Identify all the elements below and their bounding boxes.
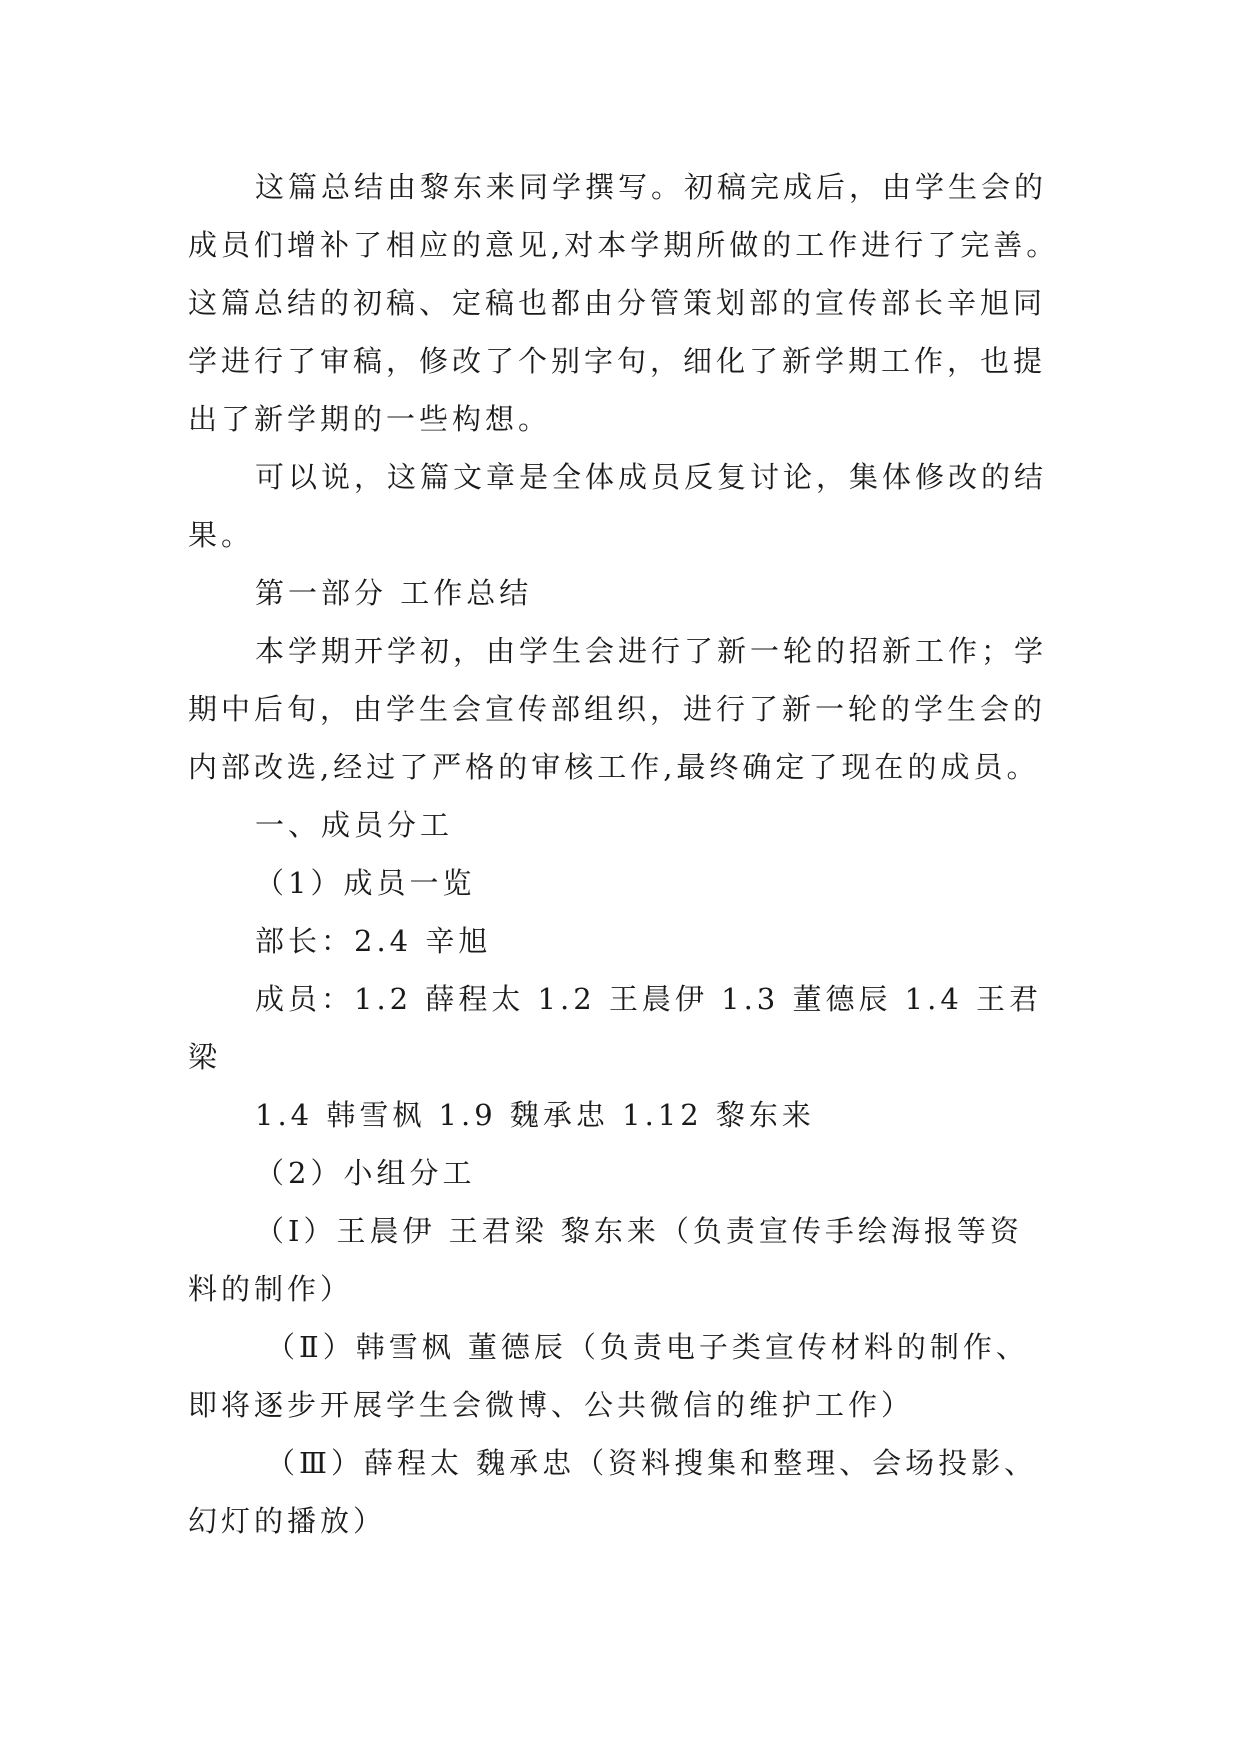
text-line: 果。 bbox=[188, 518, 255, 552]
text-line: （1）成员一览 bbox=[255, 866, 476, 900]
text-line: 第一部分 工作总结 bbox=[255, 576, 533, 610]
text-line: 1.4 韩雪枫 1.9 魏承忠 1.12 黎东来 bbox=[255, 1098, 815, 1132]
text-line: 学进行了审稿，修改了个别字句，细化了新学期工作，也提 bbox=[188, 344, 1047, 378]
text-line: 梁 bbox=[188, 1040, 222, 1074]
text-line: 可以说，这篇文章是全体成员反复讨论，集体修改的结 bbox=[255, 460, 1048, 494]
text-line: 料的制作） bbox=[188, 1272, 354, 1306]
text-line: 即将逐步开展学生会微博、公共微信的维护工作） bbox=[188, 1388, 915, 1422]
text-line: 出了新学期的一些构想。 bbox=[188, 402, 552, 436]
text-line: 内部改选,经过了严格的审核工作,最终确定了现在的成员。 bbox=[188, 750, 1040, 784]
text-line: 期中后旬，由学生会宣传部组织，进行了新一轮的学生会的 bbox=[188, 692, 1047, 726]
text-line: 一、成员分工 bbox=[255, 808, 454, 842]
text-line: 这篇总结由黎东来同学撰写。初稿完成后，由学生会的 bbox=[255, 170, 1048, 204]
text-line: 本学期开学初，由学生会进行了新一轮的招新工作；学 bbox=[255, 634, 1048, 668]
text-line: 成员们增补了相应的意见,对本学期所做的工作进行了完善。 bbox=[188, 228, 1060, 262]
text-line: 幻灯的播放） bbox=[188, 1504, 387, 1538]
text-line: （2）小组分工 bbox=[255, 1156, 476, 1190]
text-line: 这篇总结的初稿、定稿也都由分管策划部的宣传部长辛旭同 bbox=[188, 286, 1047, 320]
text-line: （Ⅲ）薛程太 魏承忠（资料搜集和整理、会场投影、 bbox=[266, 1446, 1038, 1480]
text-line: 成员：1.2 薛程太 1.2 王晨伊 1.3 董德辰 1.4 王君 bbox=[255, 982, 1043, 1016]
document-body bbox=[188, 158, 1058, 1550]
text-line: 部长：2.4 辛旭 bbox=[255, 924, 492, 958]
text-line: （Ⅰ）王晨伊 王君梁 黎东来（负责宣传手绘海报等资 bbox=[255, 1214, 1023, 1248]
text-line: （Ⅱ）韩雪枫 董德辰（负责电子类宣传材料的制作、 bbox=[266, 1330, 1029, 1364]
